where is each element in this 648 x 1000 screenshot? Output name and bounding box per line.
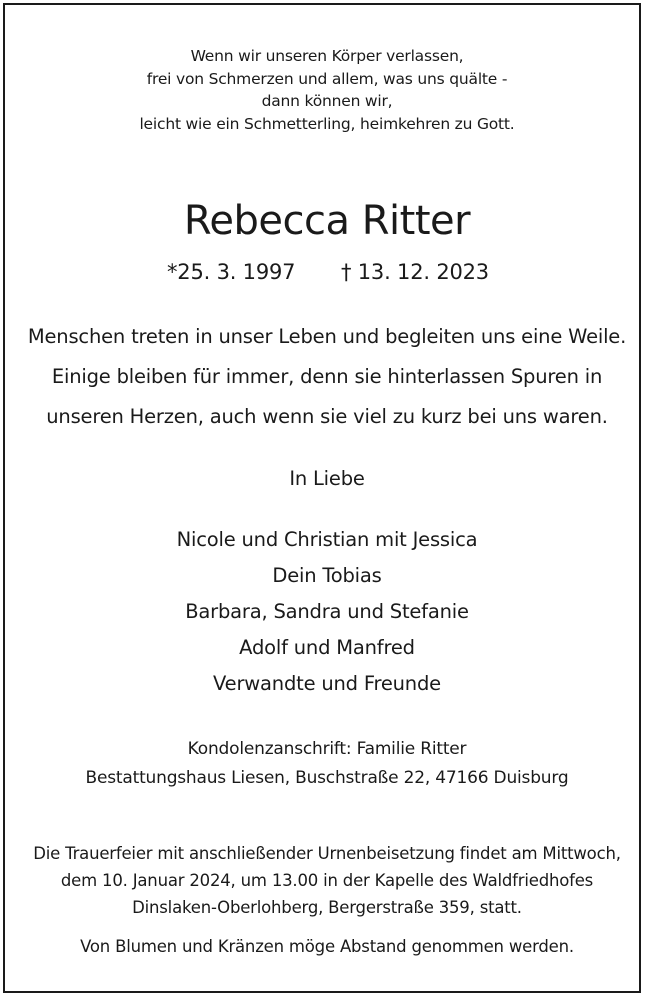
ceremony-line: dem 10. Januar 2024, um 13.00 in der Kapelle des Waldfriedhofes — [60, 871, 594, 890]
mourner-line: Barbara, Sandra und Stefanie — [185, 600, 469, 623]
mourners-list — [5, 522, 648, 702]
mourner-line: Adolf und Manfred — [239, 636, 415, 659]
condolence-line: Bestattungshaus Liesen, Buschstraße 22, 47166 Duisburg — [85, 768, 569, 788]
condolence-line: Kondolenzanschrift: Familie Ritter — [187, 739, 467, 759]
obituary-frame — [3, 3, 641, 993]
poem-line: frei von Schmerzen und allem, was uns quälte - — [146, 69, 508, 88]
ceremony-line: Dinslaken-Oberlohberg, Bergerstraße 359, statt. — [132, 898, 522, 917]
opening-poem — [5, 45, 648, 135]
poem-line: leicht wie ein Schmetterling, heimkehren zu Gott. — [139, 114, 515, 133]
memorial-quote — [5, 317, 648, 437]
mourner-line: Dein Tobias — [272, 564, 382, 587]
condolence-address — [5, 735, 648, 793]
mourner-line: Nicole und Christian mit Jessica — [176, 528, 478, 551]
flowers-note: Von Blumen und Kränzen möge Abstand genommen werden. — [80, 937, 574, 956]
mourner-line: Verwandte und Freunde — [213, 672, 441, 695]
in-love-heading: In Liebe — [289, 467, 365, 490]
poem-line: Wenn wir unseren Körper verlassen, — [190, 47, 464, 65]
ceremony-line: Die Trauerfeier mit anschließender Urnenbeisetzung findet am Mittwoch, — [33, 844, 621, 863]
death-date: † 13. 12. 2023 — [341, 260, 489, 284]
ceremony-notice — [5, 840, 648, 921]
quote-line: unseren Herzen, auch wenn sie viel zu kurz bei uns waren. — [46, 405, 608, 428]
birth-date: *25. 3. 1997 — [167, 260, 296, 284]
poem-line: dann können wir, — [261, 92, 393, 110]
deceased-name: Rebecca Ritter — [183, 198, 471, 244]
quote-line: Menschen treten in unser Leben und begleiten uns eine Weile. — [27, 325, 627, 348]
quote-line: Einige bleiben für immer, denn sie hinterlassen Spuren in — [51, 365, 603, 388]
